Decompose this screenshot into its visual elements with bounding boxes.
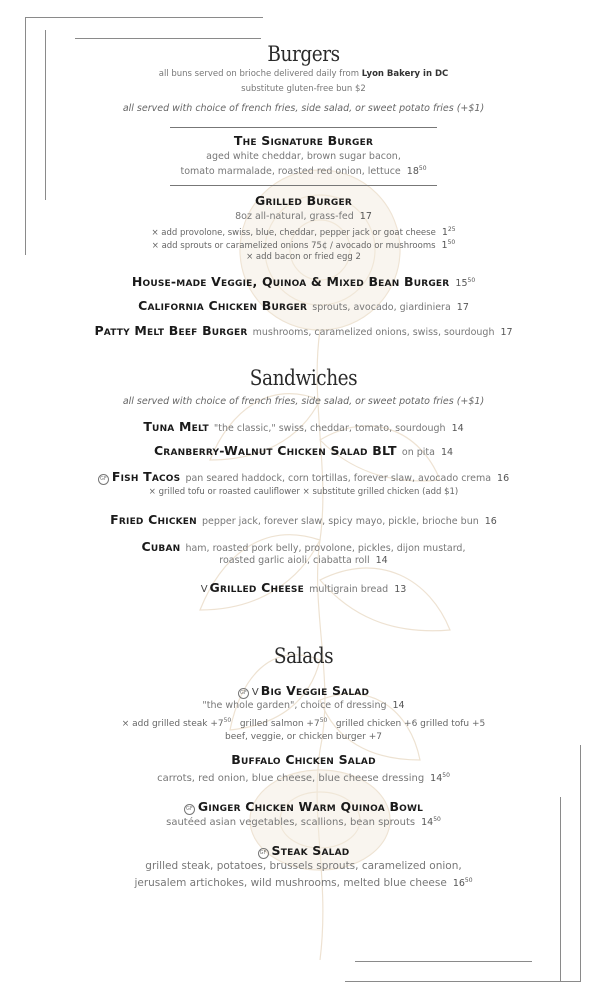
item-name: Steak Salad: [271, 843, 350, 858]
price-whole: 1: [441, 240, 448, 251]
price-whole: 18: [406, 166, 419, 177]
desc-text: sautéed asian vegetables, scallions, bean sprouts: [166, 817, 416, 828]
item-signature-burger-name: The Signature Burger: [233, 133, 374, 148]
brioche-note-text: all buns served on brioche delivered daily from: [158, 69, 359, 79]
price-cents: 50: [442, 772, 450, 779]
item-name: Tuna Melt: [143, 419, 209, 434]
item-signature-burger-desc1: aged white cheddar, brown sugar bacon,: [206, 151, 401, 162]
addon-salmon: grilled salmon +7: [239, 719, 320, 729]
item-steak-salad: [0, 840, 607, 859]
item-desc: mushrooms, caramelized onions, swiss, sourdough: [252, 327, 495, 338]
price-whole: 15: [455, 278, 468, 289]
price: [455, 278, 475, 289]
item-desc: pepper jack, forever slaw, spicy mayo, pickle, brioche bun: [201, 516, 479, 527]
addon-chicken-tofu: grilled chicken +6 grilled tofu +5: [335, 719, 486, 729]
addon-text: × add provolone, swiss, blue, cheddar, pepper jack or goat cheese: [151, 228, 436, 238]
item-name: Cranberry-Walnut Chicken Salad BLT: [153, 443, 397, 458]
frame-bottom-outer: [345, 981, 581, 982]
section-title-salads: Salads: [273, 644, 334, 668]
gluten-free-icon: GF: [258, 848, 269, 859]
brioche-note: [0, 69, 607, 79]
item-desc: pan seared haddock, corn tortillas, forever slaw, avocado crema: [185, 473, 492, 484]
item-name: Cuban: [141, 539, 181, 554]
price: 17: [359, 211, 372, 222]
sandwiches-sides-note: all served with choice of french fries, side salad, or sweet potato fries (+$1): [122, 396, 485, 407]
item-name: Ginger Chicken Warm Quinoa Bowl: [197, 799, 424, 814]
item-ginger-chicken-quinoa-bowl: [0, 796, 607, 815]
price: 14: [440, 447, 454, 458]
price: 16: [497, 473, 510, 484]
price-cents: 50: [418, 165, 427, 172]
price: [442, 240, 456, 251]
frame-bottom-inner: [355, 961, 532, 962]
item-desc: sprouts, avocado, giardiniera: [312, 302, 451, 313]
item-cranberry-walnut-blt: [0, 440, 607, 459]
item-california-chicken-burger: [0, 295, 607, 314]
section-title-burgers: Burgers: [267, 42, 340, 66]
price-whole: 1: [441, 227, 448, 238]
gluten-free-icon: GF: [184, 804, 195, 815]
price: 17: [456, 302, 469, 313]
item-grilled-cheese: [0, 577, 607, 596]
price: 14: [375, 555, 388, 566]
price-cents: 50: [433, 816, 441, 823]
desc-text: jerusalem artichokes, wild mushrooms, melted blue cheese: [134, 877, 447, 889]
price-whole: 16: [452, 878, 465, 889]
addon-text: × add sprouts or caramelized onions 75¢ / avocado or mushrooms: [151, 241, 436, 251]
desc-text: tomato marmalade, roasted red onion, lettuce: [180, 166, 401, 177]
price: [421, 817, 441, 828]
item-name: Patty Melt Beef Burger: [94, 323, 248, 338]
ginger-desc: [0, 816, 607, 828]
item-desc: ham, roasted pork belly, provolone, pickles, dijon mustard,: [185, 543, 466, 554]
price: [442, 227, 456, 238]
price-cents: 50: [464, 877, 473, 884]
item-fish-tacos: [0, 466, 607, 485]
desc-text: 8oz all-natural, grass-fed: [235, 211, 354, 222]
price: 17: [500, 327, 513, 338]
frame-top-outer: [25, 17, 263, 18]
item-name: House-made Veggie, Quinoa & Mixed Bean Burger: [131, 274, 450, 289]
section-title-sandwiches: Sandwiches: [249, 366, 358, 390]
price-whole: 14: [430, 773, 443, 784]
bakery-name: Lyon Bakery in DC: [361, 69, 449, 79]
grilled-addon-cheese: [0, 226, 607, 238]
item-tuna-melt: [0, 416, 607, 435]
item-grilled-burger-desc: [0, 211, 607, 222]
divider: [170, 127, 437, 128]
item-desc: "the classic," swiss, cheddar, tomato, sourdough: [213, 423, 446, 434]
gluten-free-icon: GF: [98, 474, 109, 485]
item-cuban-desc2: [0, 555, 607, 566]
item-buffalo-chicken-salad-name: Buffalo Chicken Salad: [231, 752, 376, 767]
price: [407, 166, 427, 177]
big-veggie-addons: [0, 717, 607, 729]
price: 16: [484, 516, 497, 527]
addon-steak: × add grilled steak +7: [121, 719, 224, 729]
price: 13: [394, 584, 407, 595]
item-veggie-burger: [0, 271, 607, 290]
desc-text: roasted garlic aioli, ciabatta roll: [219, 555, 370, 566]
price: [430, 773, 450, 784]
grilled-addon-toppings: [0, 239, 607, 251]
buffalo-desc: [0, 772, 607, 784]
fish-tacos-addon: × grilled tofu or roasted cauliflower × substitute grilled chicken (add $1): [148, 487, 459, 497]
price: 14: [451, 423, 464, 434]
burgers-sides-note: all served with choice of french fries, side salad, or sweet potato fries (+$1): [122, 103, 485, 114]
item-big-veggie-salad: [0, 680, 607, 699]
price-cents: 25: [447, 226, 456, 233]
steak-desc1: grilled steak, potatoes, brussels sprouts, caramelized onion,: [145, 860, 462, 872]
desc-text: carrots, red onion, blue cheese, blue cheese dressing: [157, 773, 425, 784]
price: 14: [392, 700, 405, 711]
item-name: Grilled Cheese: [209, 580, 304, 595]
price-cents: 50: [447, 239, 456, 246]
price: [453, 878, 473, 889]
item-patty-melt: [0, 320, 607, 339]
price-cents: 50: [319, 717, 328, 724]
item-name: Fried Chicken: [110, 512, 197, 527]
item-signature-burger-desc2: [0, 165, 607, 177]
vegetarian-icon: V: [200, 584, 208, 595]
frame-top-inner: [75, 38, 261, 39]
big-veggie-desc: [0, 700, 607, 711]
vegetarian-icon: V: [251, 687, 259, 698]
item-fried-chicken: [0, 509, 607, 528]
gluten-free-icon: GF: [238, 688, 249, 699]
item-name: California Chicken Burger: [138, 298, 308, 313]
price-cents: 50: [223, 717, 232, 724]
steak-desc2: [0, 877, 607, 889]
gluten-free-note: substitute gluten-free bun $2: [241, 84, 366, 94]
item-desc: multigrain bread: [309, 584, 389, 595]
item-cuban: [0, 536, 607, 555]
price-cents: 50: [467, 277, 476, 284]
big-veggie-addon-burger: beef, veggie, or chicken burger +7: [225, 732, 382, 742]
price-whole: 14: [421, 817, 434, 828]
desc-text: "the whole garden", choice of dressing: [202, 700, 387, 711]
item-desc: on pita: [401, 447, 435, 458]
item-name: Big Veggie Salad: [260, 683, 370, 698]
divider: [170, 185, 437, 186]
grilled-addon-bacon: × add bacon or fried egg 2: [246, 252, 361, 262]
item-name: Fish Tacos: [111, 469, 181, 484]
item-grilled-burger-name: Grilled Burger: [254, 193, 352, 208]
